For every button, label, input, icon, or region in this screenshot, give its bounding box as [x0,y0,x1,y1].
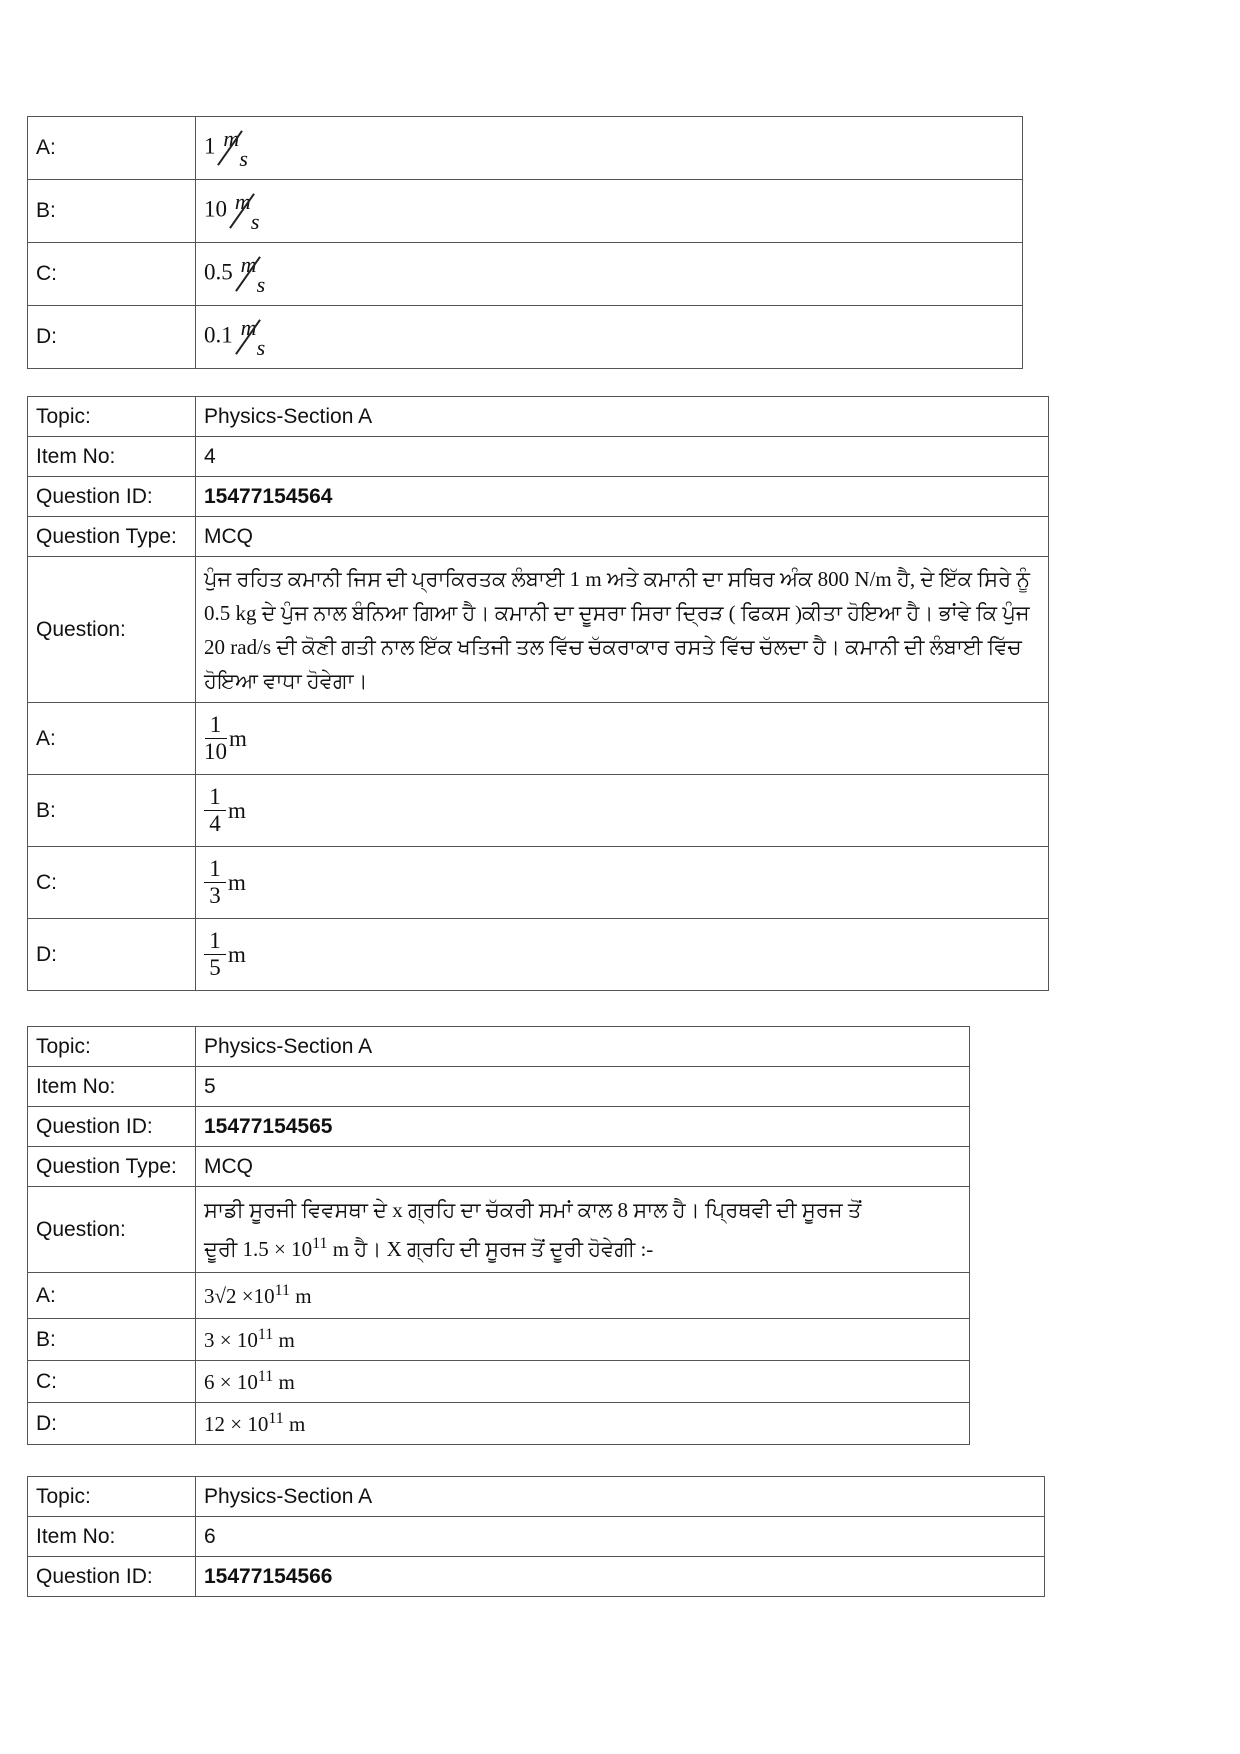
question-line-1: ਸਾਡੀ ਸੂਰਜੀ ਵਿਵਸਥਾ ਦੇ x ਗ੍ਰਹਿ ਦਾ ਚੱਕਰੀ ਸਮਾਂ ਕਾਲ 8 ਸਾਲ ਹੈ। ਪ੍ਰਿਥਵੀ ਦੀ ਸੂਰਜ ਤੋਂ [204,1198,862,1222]
option-value: $6 \times 10^{11}$ m [196,1361,970,1403]
option-value [196,243,1023,306]
question-text: ਪੁੰਜ ਰਹਿਤ ਕਮਾਨੀ ਜਿਸ ਦੀ ਪ੍ਰਾਕਿਰਤਕ ਲੰਬਾਈ 1 m ਅਤੇ ਕਮਾਨੀ ਦਾ ਸਥਿਰ ਅੰਕ 800 N/m ਹੈ, ਦੇ ਇੱਕ ਸਿਰੇ ਨੂੰ 0.5 kg ਦੇ ਪੁੰਜ ਨਾਲ ਬੰਨਿਆ ਗਿਆ ਹੈ। ਕਮਾਨੀ ਦਾ ਦੂਸਰਾ ਸਿਰਾ ਦ੍ਰਿੜ ( ਫਿਕਸ )ਕੀਤਾ ਹੋਇਆ ਹੈ। ਭਾਂਵੇ ਕਿ ਪੁੰਜ 20 rad/s ਦੀ ਕੋਣੀ ਗਤੀ ਨਾਲ ਇੱਕ ਖਤਿਜੀ ਤਲ ਵਿੱਚ ਚੱਕਰਾਕਾਰ ਰਸਤੇ ਵਿੱਚ ਚੱਲਦਾ ਹੈ। ਕਮਾਨੀ ਦੀ ਲੰਬਾਈ ਵਿੱਚ ਹੋਇਆ ਵਾਧਾ ਹੋਵੇਗਾ। [196,557,1049,703]
fraction: $\frac{1}{5}$ [204,929,226,980]
option-value: $\frac{1}{5}$ m [196,919,1049,991]
question-text [196,1187,970,1273]
speed-unit: m s [239,317,273,357]
option-value: $3√2 \times 10^{11}$ m [196,1273,970,1319]
option-label: D: [28,919,196,991]
question-table-6 [27,1476,1045,1597]
option-number: 0.5 [204,259,233,285]
options-table-q3 [27,116,1023,369]
option-value [196,180,1023,243]
question-id-row [28,1557,1045,1597]
question-type-row [28,1147,970,1187]
topic-label: Topic: [28,397,196,437]
speed-unit: m s [233,191,267,231]
speed-unit: m s [239,254,273,294]
topic-label: Topic: [28,1477,196,1517]
topic-value: Physics-Section A [196,1477,1045,1517]
item-no-label: Item No: [28,437,196,477]
item-no-row [28,1067,970,1107]
option-value: $12 \times 10^{11}$ m [196,1403,970,1445]
question-id-row [28,1107,970,1147]
fraction: $\frac{1}{10}$ [204,711,227,764]
option-row-d [28,306,1023,369]
topic-value: Physics-Section A [196,1027,970,1067]
question-line-2: ਦੂਰੀ $1.5 \times 10^{11}$ m ਹੈ। X ਗ੍ਰਹਿ ਦੀ ਸੂਰਜ ਤੋਂ ਦੂਰੀ ਹੋਵੇਗੀ :- [204,1235,654,1261]
item-no-label: Item No: [28,1067,196,1107]
option-value [196,117,1023,180]
question-id-label: Question ID: [28,1107,196,1147]
question-label: Question: [28,1187,196,1273]
option-row-a [28,1273,970,1319]
question-table-4 [27,396,1049,991]
option-value: $\frac{1}{3}$ m [196,847,1049,919]
option-label: C: [28,847,196,919]
fraction: $\frac{1}{3}$ [204,857,226,908]
option-label: A: [28,703,196,775]
question-type-value: MCQ [196,1147,970,1187]
option-row-b [28,775,1049,847]
option-label: A: [28,1273,196,1319]
option-row-a [28,703,1049,775]
option-number: 10 [204,196,227,222]
option-label: B: [28,1319,196,1361]
option-row-a [28,117,1023,180]
question-type-row [28,517,1049,557]
option-row-d [28,1403,970,1445]
question-label: Question: [28,557,196,703]
option-value [196,306,1023,369]
topic-row [28,1027,970,1067]
option-value: $\frac{1}{10}$ m [196,703,1049,775]
item-no-label: Item No: [28,1517,196,1557]
question-row [28,1187,970,1273]
item-no-value: 5 [196,1067,970,1107]
option-label: C: [28,243,196,306]
option-label: A: [28,117,196,180]
option-row-c [28,243,1023,306]
topic-row [28,1477,1045,1517]
question-table-5 [27,1026,970,1445]
question-id-value: 15477154565 [196,1107,970,1147]
option-value: $\frac{1}{4}$ m [196,775,1049,847]
item-no-value: 6 [196,1517,1045,1557]
option-row-c [28,1361,970,1403]
question-id-label: Question ID: [28,1557,196,1597]
option-row-b [28,1319,970,1361]
question-id-row [28,477,1049,517]
topic-label: Topic: [28,1027,196,1067]
option-label: D: [28,1403,196,1445]
option-label: B: [28,180,196,243]
fraction: $\frac{1}{4}$ [204,785,226,836]
question-type-value: MCQ [196,517,1049,557]
option-row-b [28,180,1023,243]
item-no-value: 4 [196,437,1049,477]
question-id-value: 15477154564 [196,477,1049,517]
question-type-label: Question Type: [28,1147,196,1187]
question-row [28,557,1049,703]
item-no-row [28,437,1049,477]
question-id-value: 15477154566 [196,1557,1045,1597]
option-number: 1 [204,133,216,159]
topic-row [28,397,1049,437]
option-label: D: [28,306,196,369]
option-row-c [28,847,1049,919]
question-type-label: Question Type: [28,517,196,557]
option-label: B: [28,775,196,847]
option-row-d [28,919,1049,991]
speed-unit: m s [221,128,255,168]
item-no-row [28,1517,1045,1557]
option-number: 0.1 [204,322,233,348]
option-label: C: [28,1361,196,1403]
question-id-label: Question ID: [28,477,196,517]
topic-value: Physics-Section A [196,397,1049,437]
option-value: $3 \times 10^{11}$ m [196,1319,970,1361]
